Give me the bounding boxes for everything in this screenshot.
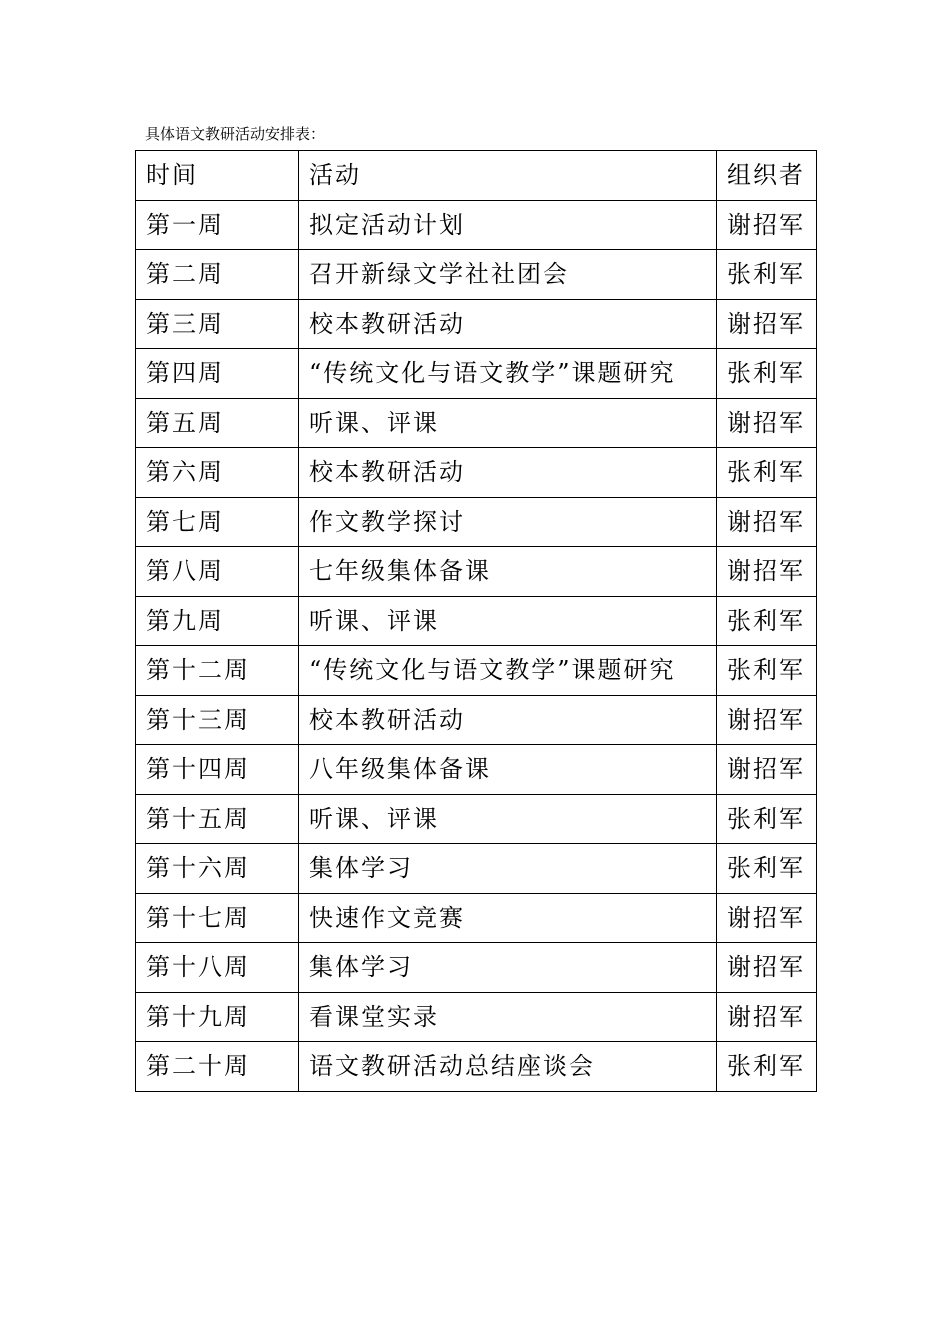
cell-activity: “传统文化与语文教学”课题研究 [299, 349, 717, 399]
schedule-table [135, 150, 817, 1092]
cell-week: 第三周 [136, 299, 299, 349]
cell-activity: 召开新绿文学社社团会 [299, 250, 717, 300]
cell-week: 第十九周 [136, 992, 299, 1042]
cell-week: 第四周 [136, 349, 299, 399]
table-row [136, 250, 817, 300]
cell-organizer: 张利军 [717, 844, 817, 894]
cell-week: 第五周 [136, 398, 299, 448]
cell-activity: “传统文化与语文教学”课题研究 [299, 646, 717, 696]
cell-organizer: 谢招军 [717, 299, 817, 349]
cell-week: 第二十周 [136, 1042, 299, 1092]
table-row [136, 349, 817, 399]
cell-organizer: 张利军 [717, 250, 817, 300]
cell-organizer: 张利军 [717, 1042, 817, 1092]
cell-activity: 集体学习 [299, 844, 717, 894]
table-row [136, 448, 817, 498]
cell-week: 第十二周 [136, 646, 299, 696]
cell-organizer: 张利军 [717, 646, 817, 696]
cell-organizer: 张利军 [717, 596, 817, 646]
cell-activity: 七年级集体备课 [299, 547, 717, 597]
table-row [136, 745, 817, 795]
cell-activity: 作文教学探讨 [299, 497, 717, 547]
cell-week: 第十六周 [136, 844, 299, 894]
cell-week: 第十四周 [136, 745, 299, 795]
cell-activity: 语文教研活动总结座谈会 [299, 1042, 717, 1092]
cell-organizer: 谢招军 [717, 398, 817, 448]
cell-organizer: 张利军 [717, 448, 817, 498]
cell-activity: 集体学习 [299, 943, 717, 993]
cell-week: 第九周 [136, 596, 299, 646]
table-row [136, 299, 817, 349]
table-row [136, 992, 817, 1042]
cell-activity: 校本教研活动 [299, 299, 717, 349]
cell-activity: 听课、评课 [299, 596, 717, 646]
cell-organizer: 谢招军 [717, 497, 817, 547]
cell-activity: 听课、评课 [299, 794, 717, 844]
header-activity: 活动 [299, 151, 717, 201]
table-row [136, 695, 817, 745]
cell-week: 第八周 [136, 547, 299, 597]
cell-week: 第十七周 [136, 893, 299, 943]
header-time: 时间 [136, 151, 299, 201]
cell-activity: 校本教研活动 [299, 448, 717, 498]
cell-week: 第六周 [136, 448, 299, 498]
table-row [136, 398, 817, 448]
cell-organizer: 谢招军 [717, 200, 817, 250]
table-row [136, 497, 817, 547]
table-row [136, 200, 817, 250]
cell-activity: 拟定活动计划 [299, 200, 717, 250]
table-row [136, 646, 817, 696]
cell-organizer: 谢招军 [717, 695, 817, 745]
cell-activity: 看课堂实录 [299, 992, 717, 1042]
cell-organizer: 谢招军 [717, 547, 817, 597]
header-organizer: 组织者 [717, 151, 817, 201]
table-row [136, 893, 817, 943]
table-row [136, 844, 817, 894]
table-row [136, 794, 817, 844]
cell-organizer: 谢招军 [717, 893, 817, 943]
cell-organizer: 张利军 [717, 349, 817, 399]
cell-week: 第七周 [136, 497, 299, 547]
cell-week: 第一周 [136, 200, 299, 250]
cell-week: 第十五周 [136, 794, 299, 844]
table-row [136, 596, 817, 646]
cell-organizer: 张利军 [717, 794, 817, 844]
schedule-table-body [136, 151, 817, 1092]
cell-activity: 八年级集体备课 [299, 745, 717, 795]
cell-activity: 快速作文竞赛 [299, 893, 717, 943]
table-row [136, 1042, 817, 1092]
cell-week: 第十八周 [136, 943, 299, 993]
cell-organizer: 谢招军 [717, 943, 817, 993]
cell-organizer: 谢招军 [717, 745, 817, 795]
cell-week: 第十三周 [136, 695, 299, 745]
table-header-row [136, 151, 817, 201]
cell-week: 第二周 [136, 250, 299, 300]
cell-activity: 校本教研活动 [299, 695, 717, 745]
table-caption: 具体语文教研活动安排表： [145, 125, 326, 143]
table-row [136, 943, 817, 993]
table-row [136, 547, 817, 597]
cell-activity: 听课、评课 [299, 398, 717, 448]
cell-organizer: 谢招军 [717, 992, 817, 1042]
